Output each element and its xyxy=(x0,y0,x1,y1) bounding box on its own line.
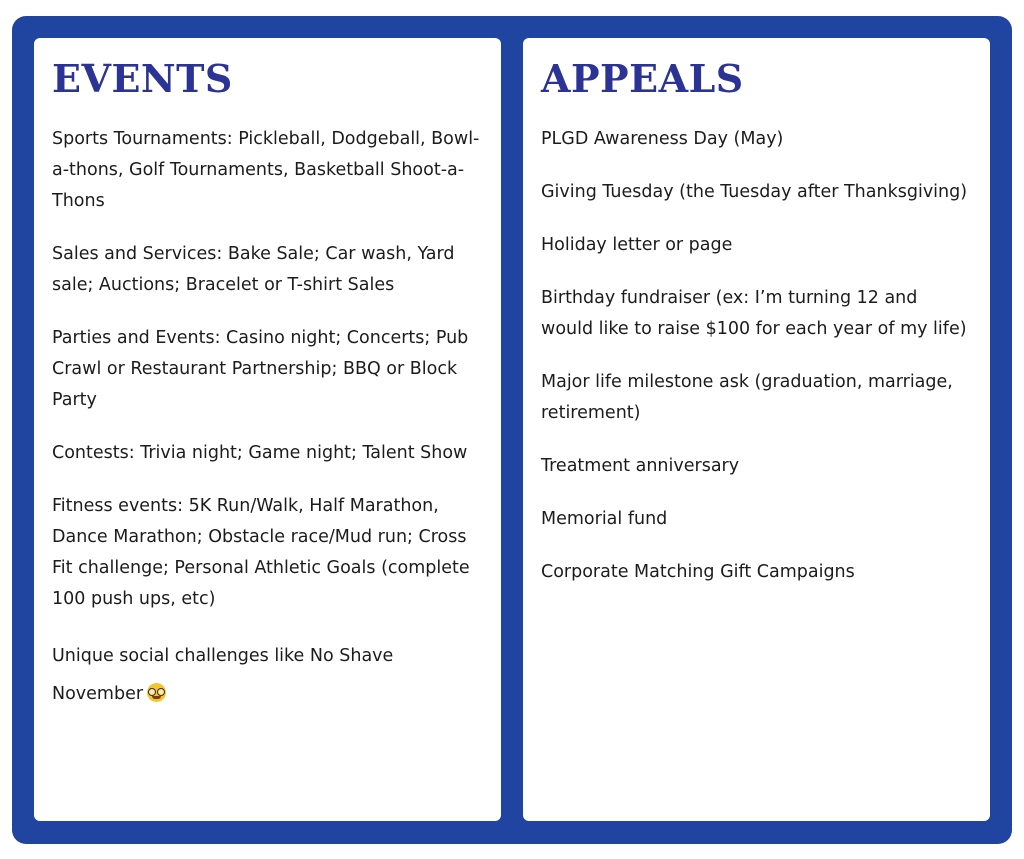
events-list xyxy=(52,124,483,713)
events-item: Sports Tournaments: Pickleball, Dodgeball, Bowl-a-thons, Golf Tournaments, Basketball Shoot-a-Thons xyxy=(52,129,480,211)
events-card xyxy=(34,38,501,821)
events-title: EVENTS xyxy=(52,56,233,101)
appeals-item: Treatment anniversary xyxy=(541,456,740,476)
appeals-item: Memorial fund xyxy=(541,509,668,529)
appeals-item: PLGD Awareness Day (May) xyxy=(541,129,784,149)
appeals-item: Giving Tuesday (the Tuesday after Thanksgiving) xyxy=(541,182,968,202)
nerd-face-emoji-icon xyxy=(147,683,166,702)
events-item: Fitness events: 5K Run/Walk, Half Marathon, Dance Marathon; Obstacle race/Mud run; Cross Fit challenge; Personal Athletic Goals (complete 100 push ups, etc) xyxy=(52,496,470,609)
appeals-list xyxy=(541,124,972,588)
events-item: Parties and Events: Casino night; Concerts; Pub Crawl or Restaurant Partnership; BBQ or Block Party xyxy=(52,328,469,410)
appeals-card xyxy=(523,38,990,821)
appeals-title: APPEALS xyxy=(541,56,744,101)
appeals-item: Corporate Matching Gift Campaigns xyxy=(541,562,855,582)
events-item-text: Unique social challenges like No Shave November xyxy=(52,646,394,704)
appeals-item: Major life milestone ask (graduation, marriage, retirement) xyxy=(541,372,953,423)
appeals-item: Birthday fundraiser (ex: I’m turning 12 and would like to raise $100 for each year of my life) xyxy=(541,288,967,339)
events-item: Sales and Services: Bake Sale; Car wash, Yard sale; Auctions; Bracelet or T-shirt Sales xyxy=(52,244,455,295)
appeals-item: Holiday letter or page xyxy=(541,235,733,255)
events-item-with-emoji xyxy=(52,637,483,713)
content-frame xyxy=(12,16,1012,844)
events-item: Contests: Trivia night; Game night; Talent Show xyxy=(52,443,468,463)
